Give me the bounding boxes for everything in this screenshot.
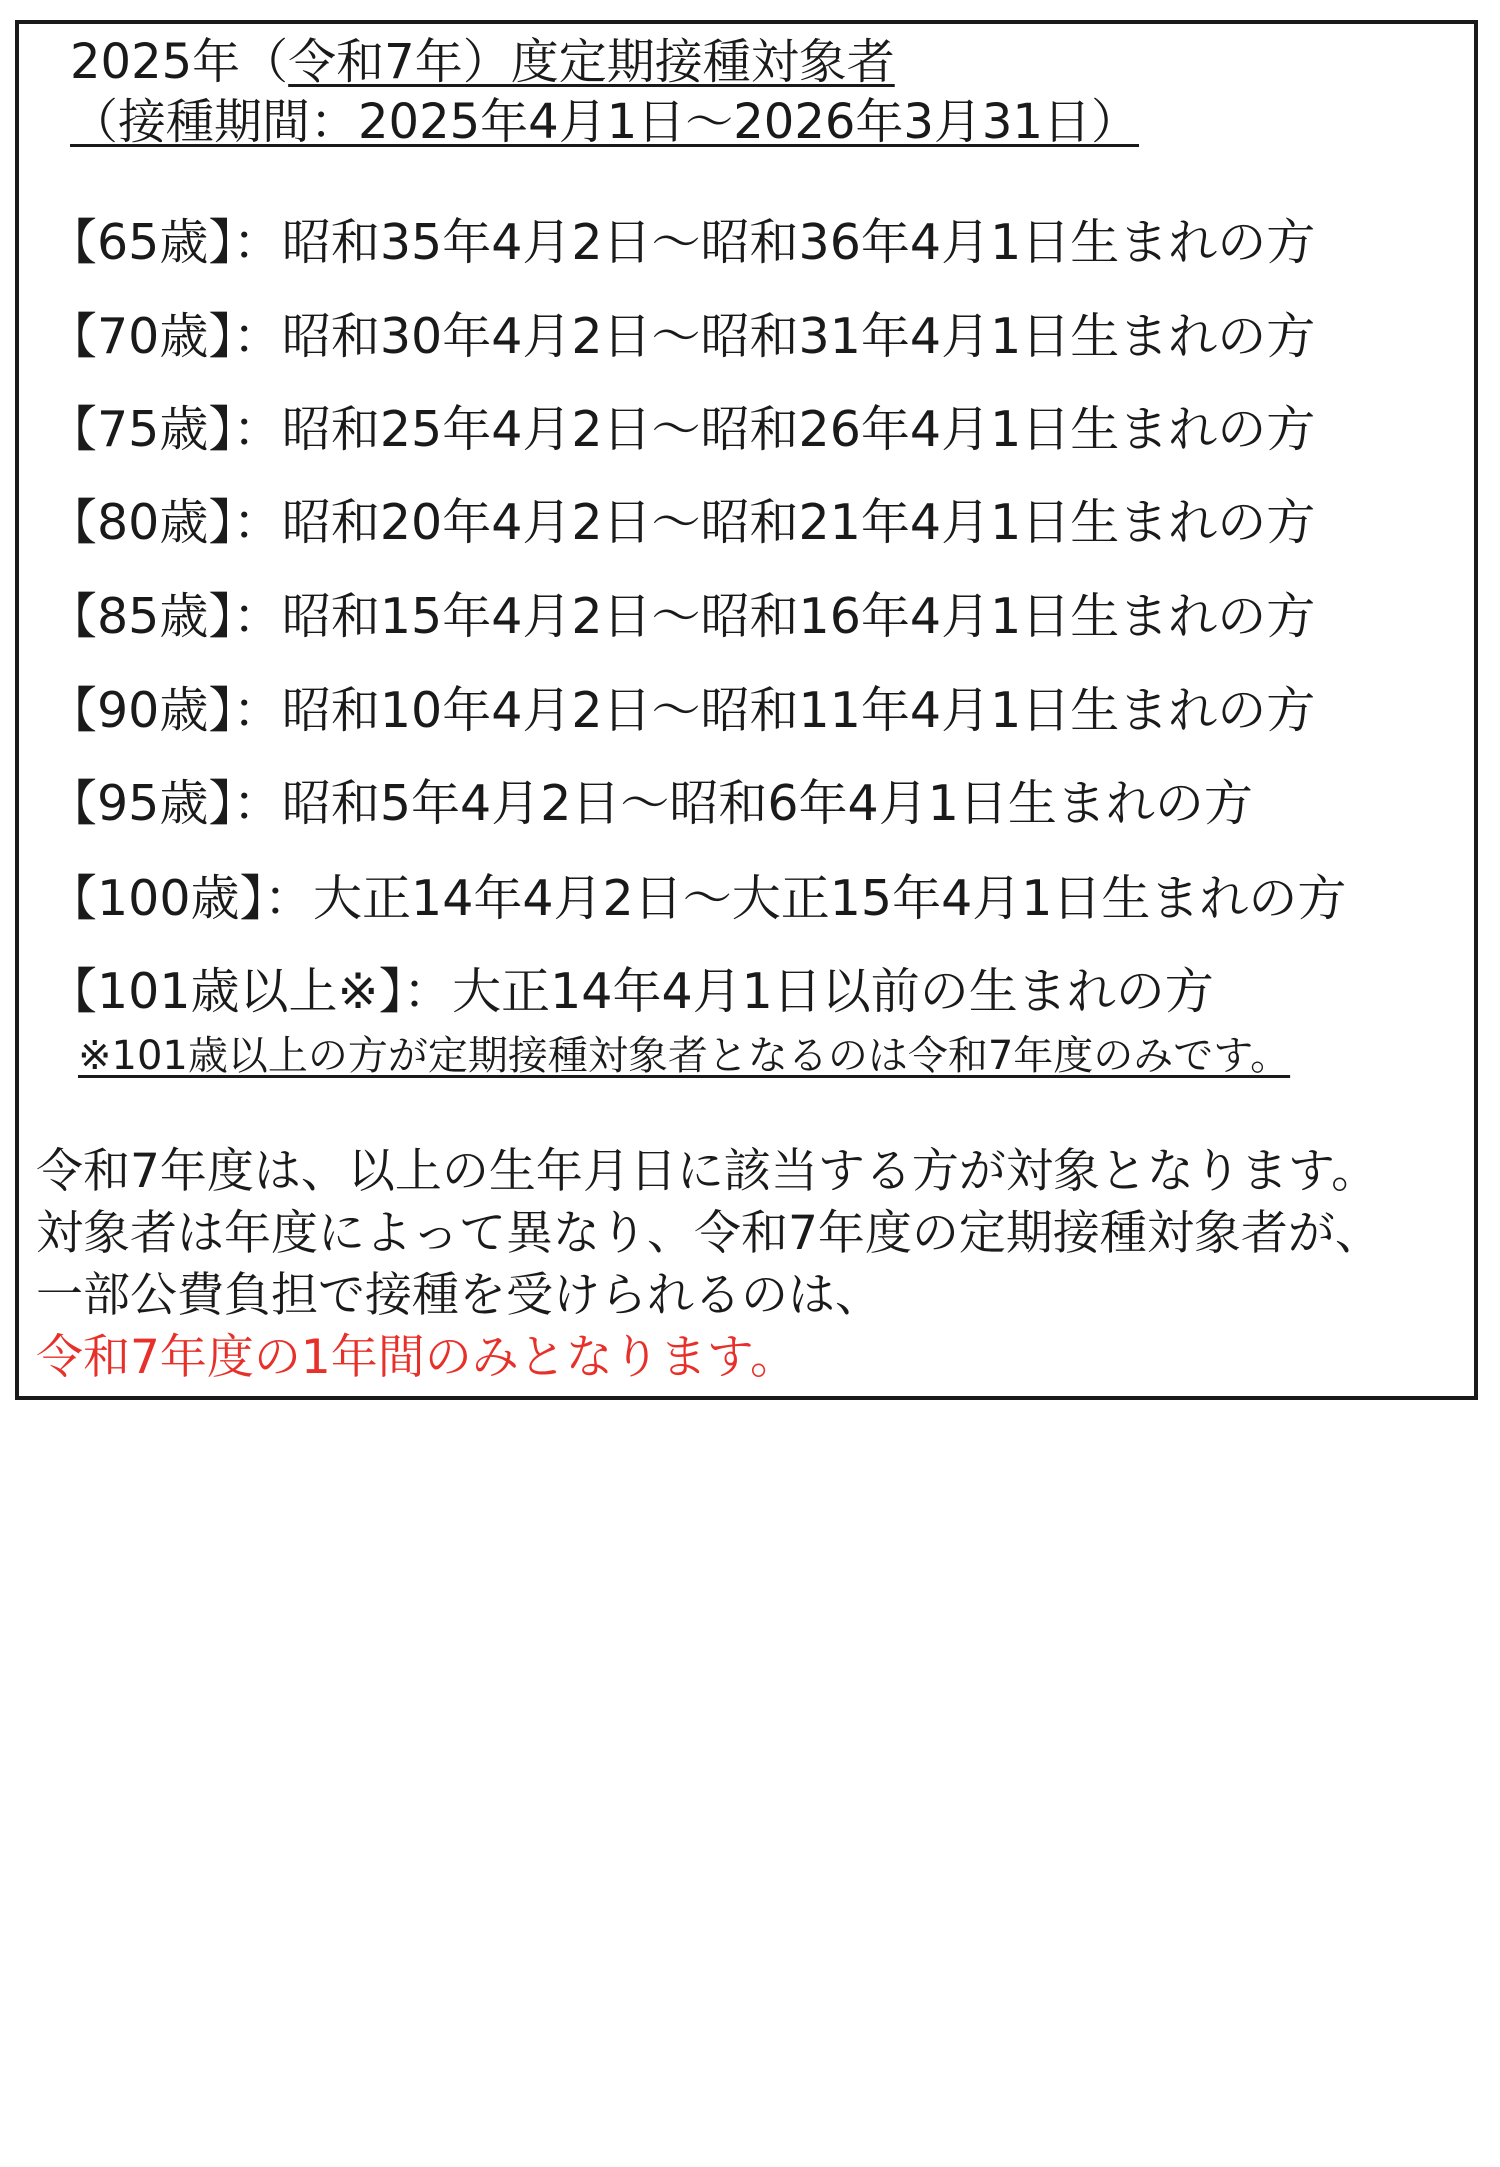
eligibility-row-100 bbox=[48, 870, 1347, 927]
eligibility-row-75 bbox=[48, 401, 1316, 458]
birth-range: ：大正14年4月1日以前の生まれの方 bbox=[403, 963, 1214, 1020]
birth-range: ：昭和20年4月2日～昭和21年4月1日生まれの方 bbox=[232, 494, 1316, 551]
birth-range: ：昭和5年4月2日～昭和6年4月1日生まれの方 bbox=[232, 775, 1253, 832]
eligibility-row-70 bbox=[48, 308, 1316, 365]
page-title bbox=[70, 34, 895, 90]
eligibility-row-65 bbox=[48, 214, 1316, 271]
birth-range: ：昭和25年4月2日～昭和26年4月1日生まれの方 bbox=[232, 401, 1316, 458]
eligibility-row-90 bbox=[48, 682, 1316, 739]
birth-range: ：昭和10年4月2日～昭和11年4月1日生まれの方 bbox=[232, 682, 1316, 739]
paragraph-line-3: 一部公費負担で接種を受けられるのは、 bbox=[36, 1268, 882, 1323]
eligibility-row-80 bbox=[48, 494, 1316, 551]
age-label: 【90歳】 bbox=[48, 682, 233, 739]
birth-range: ：大正14年4月2日～大正15年4月1日生まれの方 bbox=[264, 870, 1347, 927]
paragraph-highlight: 令和7年度の1年間のみとなります。 bbox=[36, 1330, 798, 1385]
paragraph-line-1: 令和7年度は、以上の生年月日に該当する方が対象となります。 bbox=[36, 1144, 1379, 1199]
age-label: 【95歳】 bbox=[48, 775, 233, 832]
age-label: 【100歳】 bbox=[48, 870, 265, 927]
birth-range: ：昭和15年4月2日～昭和16年4月1日生まれの方 bbox=[232, 588, 1316, 645]
age-label: 【70歳】 bbox=[48, 308, 233, 365]
age-label: 【85歳】 bbox=[48, 588, 233, 645]
vaccination-period: （接種期間：2025年4月1日～2026年3月31日） bbox=[70, 94, 1140, 150]
footnote-101-plus: ※101歳以上の方が定期接種対象者となるのは令和7年度のみです。 bbox=[78, 1033, 1291, 1079]
age-label: 【75歳】 bbox=[48, 401, 233, 458]
birth-range: ：昭和35年4月2日～昭和36年4月1日生まれの方 bbox=[232, 214, 1316, 271]
eligibility-row-85 bbox=[48, 588, 1316, 645]
birth-range: ：昭和30年4月2日～昭和31年4月1日生まれの方 bbox=[232, 308, 1316, 365]
title-underlined: 令和7年）度定期接種対象者 bbox=[288, 34, 895, 90]
paragraph-line-2: 対象者は年度によって異なり、令和7年度の定期接種対象者が、 bbox=[36, 1206, 1382, 1261]
age-label: 【80歳】 bbox=[48, 494, 233, 551]
eligibility-row-95 bbox=[48, 775, 1253, 832]
age-label: 【65歳】 bbox=[48, 214, 233, 271]
age-label: 【101歳以上※】 bbox=[48, 963, 404, 1020]
title-prefix: 2025年（ bbox=[70, 34, 289, 90]
eligibility-row-101-plus bbox=[48, 963, 1214, 1020]
